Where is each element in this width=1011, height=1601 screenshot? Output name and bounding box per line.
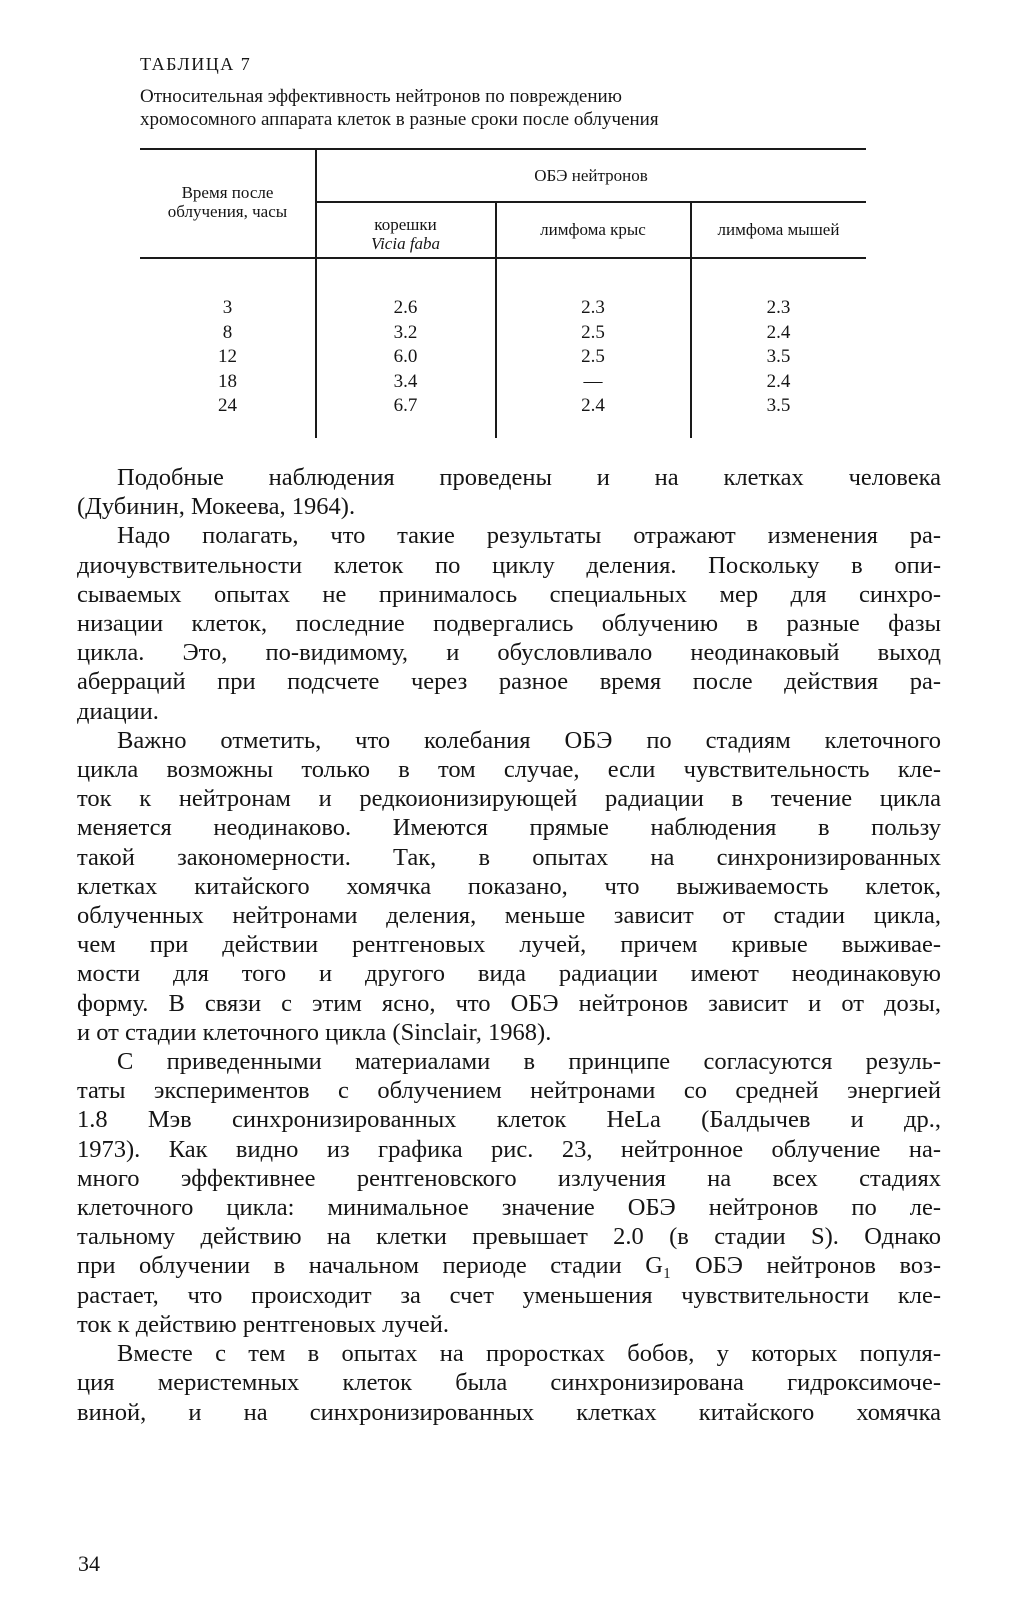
- table-cell: 2.4: [766, 370, 791, 392]
- header-time: [140, 183, 315, 221]
- text-line: Надо полагать, что такие результаты отражают изменения ра-: [117, 522, 941, 550]
- header-group: ОБЭ нейтронов: [534, 166, 648, 185]
- text-line: низации клеток, последние подвергались облучению в разные фазы: [77, 610, 941, 638]
- text-line: ток к действию рентгеновых лучей.: [77, 1310, 450, 1338]
- paragraph: [77, 463, 941, 521]
- table-caption-line-2: хромосомного аппарата клеток в разные сроки после облучения: [140, 109, 659, 130]
- text-line: таты экспериментов с облучением нейтронами со средней энергией: [77, 1077, 941, 1105]
- text-line: цикла возможны только в том случае, если чувствительность кле-: [77, 756, 941, 784]
- table-cell: 3: [222, 297, 233, 318]
- text-line: сываемых опытах не принималось специальных мер для синхро-: [77, 580, 941, 608]
- subheader-vicia-line-1: корешки: [374, 215, 437, 234]
- table-cell: 2.4: [766, 321, 791, 343]
- table-top-rule: [140, 148, 866, 150]
- table-cell: 3.4: [393, 370, 418, 392]
- text-line: С приведенными материалами в принципе согласуются резуль-: [117, 1048, 941, 1076]
- paragraph: [77, 1047, 941, 1339]
- subheader-vicia: [316, 215, 495, 253]
- table-cell: —: [583, 370, 603, 392]
- text-line: Подобные наблюдения проведены и на клетках человека: [117, 464, 941, 491]
- text-line: 1973). Как видно из графика рис. 23, нейтронное облучение на-: [77, 1135, 941, 1163]
- table-cell: 6.7: [393, 395, 418, 416]
- text-line: Вместе с тем в опытах на проростках бобов, у которых популя-: [117, 1340, 941, 1368]
- column-rat: [496, 296, 690, 419]
- table-cell: 3.5: [766, 395, 791, 416]
- column-time: [140, 296, 315, 419]
- table-cell: 2.6: [393, 297, 418, 318]
- table-cell: 2.5: [581, 346, 605, 367]
- table-cell: 2.4: [581, 395, 605, 416]
- page-number: 34: [78, 1551, 100, 1576]
- table-cell: 8: [222, 321, 233, 343]
- text-line: виной, и на синхронизированных клетках китайского хомячка: [77, 1398, 941, 1426]
- table-cell: 3.5: [766, 346, 791, 367]
- paragraph: [77, 521, 941, 725]
- text-line: мости для того и другого вида радиации имеют неодинаковую: [77, 960, 941, 988]
- text-line: диочувствительности клеток по циклу деления. Поскольку в опи-: [77, 551, 941, 579]
- subheader-mouse: лимфома мышей: [717, 220, 840, 239]
- table-label: ТАБЛИЦА 7: [140, 54, 252, 74]
- table-cell: 2.3: [766, 297, 791, 318]
- text-line: растает, что происходит за счет уменьшения чувствительности кле-: [77, 1281, 941, 1309]
- table-cell: 24: [218, 395, 237, 416]
- header-time-line-1: Время после: [181, 183, 274, 202]
- text-line: Важно отметить, что колебания ОБЭ по стадиям клеточного: [117, 726, 941, 754]
- paragraph: [77, 726, 941, 1047]
- text-line: 1.8 Мэв синхронизированных клеток HeLa (Балдычев и др.,: [77, 1106, 941, 1134]
- text-line: при облучении в начальном периоде стадии G₁ ОБЭ нейтронов воз-: [77, 1252, 941, 1280]
- table-cell: 6.0: [393, 346, 418, 367]
- table-cell: 12: [218, 346, 237, 367]
- text-line: такой закономерности. Так, в опытах на синхронизированных: [77, 843, 941, 871]
- header-time-line-2: облучения, часы: [167, 202, 288, 221]
- table-subheader-rule: [316, 201, 866, 203]
- table-caption-line-1: Относительная эффективность нейтронов по повреждению: [140, 86, 622, 107]
- table-header-bottom-rule: [140, 257, 866, 259]
- text-line: и от стадии клеточного цикла (Sinclair, 1968).: [77, 1018, 552, 1046]
- text-line: ток к нейтронам и редкоионизирующей радиации в течение цикла: [77, 785, 941, 813]
- text-line: диации.: [77, 697, 159, 725]
- table-cell: 18: [218, 370, 237, 392]
- subheader-vicia-line-2: Vicia faba: [370, 234, 441, 253]
- column-vicia: [316, 296, 495, 419]
- text-line: (Дубинин, Мокеева, 1964).: [77, 493, 356, 521]
- paragraph: [77, 1339, 941, 1427]
- column-mouse: [691, 296, 866, 419]
- table-cell: 3.2: [393, 321, 418, 343]
- text-line: тальному действию на клетки превышает 2.0 (в стадии S). Однако: [77, 1223, 941, 1251]
- text-line: ция меристемных клеток была синхронизирована гидроксимоче-: [77, 1369, 941, 1397]
- text-line: аберраций при подсчете через разное время после действия ра-: [77, 668, 941, 696]
- subheader-rat: лимфома крыс: [540, 220, 646, 239]
- body-text: [77, 463, 941, 1427]
- text-line: цикла. Это, по-видимому, и обусловливало неодинаковый выход: [77, 639, 941, 667]
- text-line: облученных нейтронами деления, меньше зависит от стадии цикла,: [77, 902, 941, 930]
- text-line: меняется неодинаково. Имеются прямые наблюдения в пользу: [77, 814, 941, 842]
- table-cell: 2.3: [581, 297, 605, 318]
- text-line: клеточного цикла: минимальное значение ОБЭ нейтронов по ле-: [77, 1194, 941, 1222]
- text-line: форму. В связи с этим ясно, что ОБЭ нейтронов зависит и от дозы,: [77, 989, 941, 1017]
- text-line: клетках китайского хомячка показано, что выживаемость клеток,: [77, 872, 941, 900]
- text-line: чем при действии рентгеновых лучей, причем кривые выживае-: [77, 931, 941, 959]
- text-line: много эффективнее рентгеновского излучения на всех стадиях: [77, 1164, 941, 1192]
- table-cell: 2.5: [581, 321, 605, 343]
